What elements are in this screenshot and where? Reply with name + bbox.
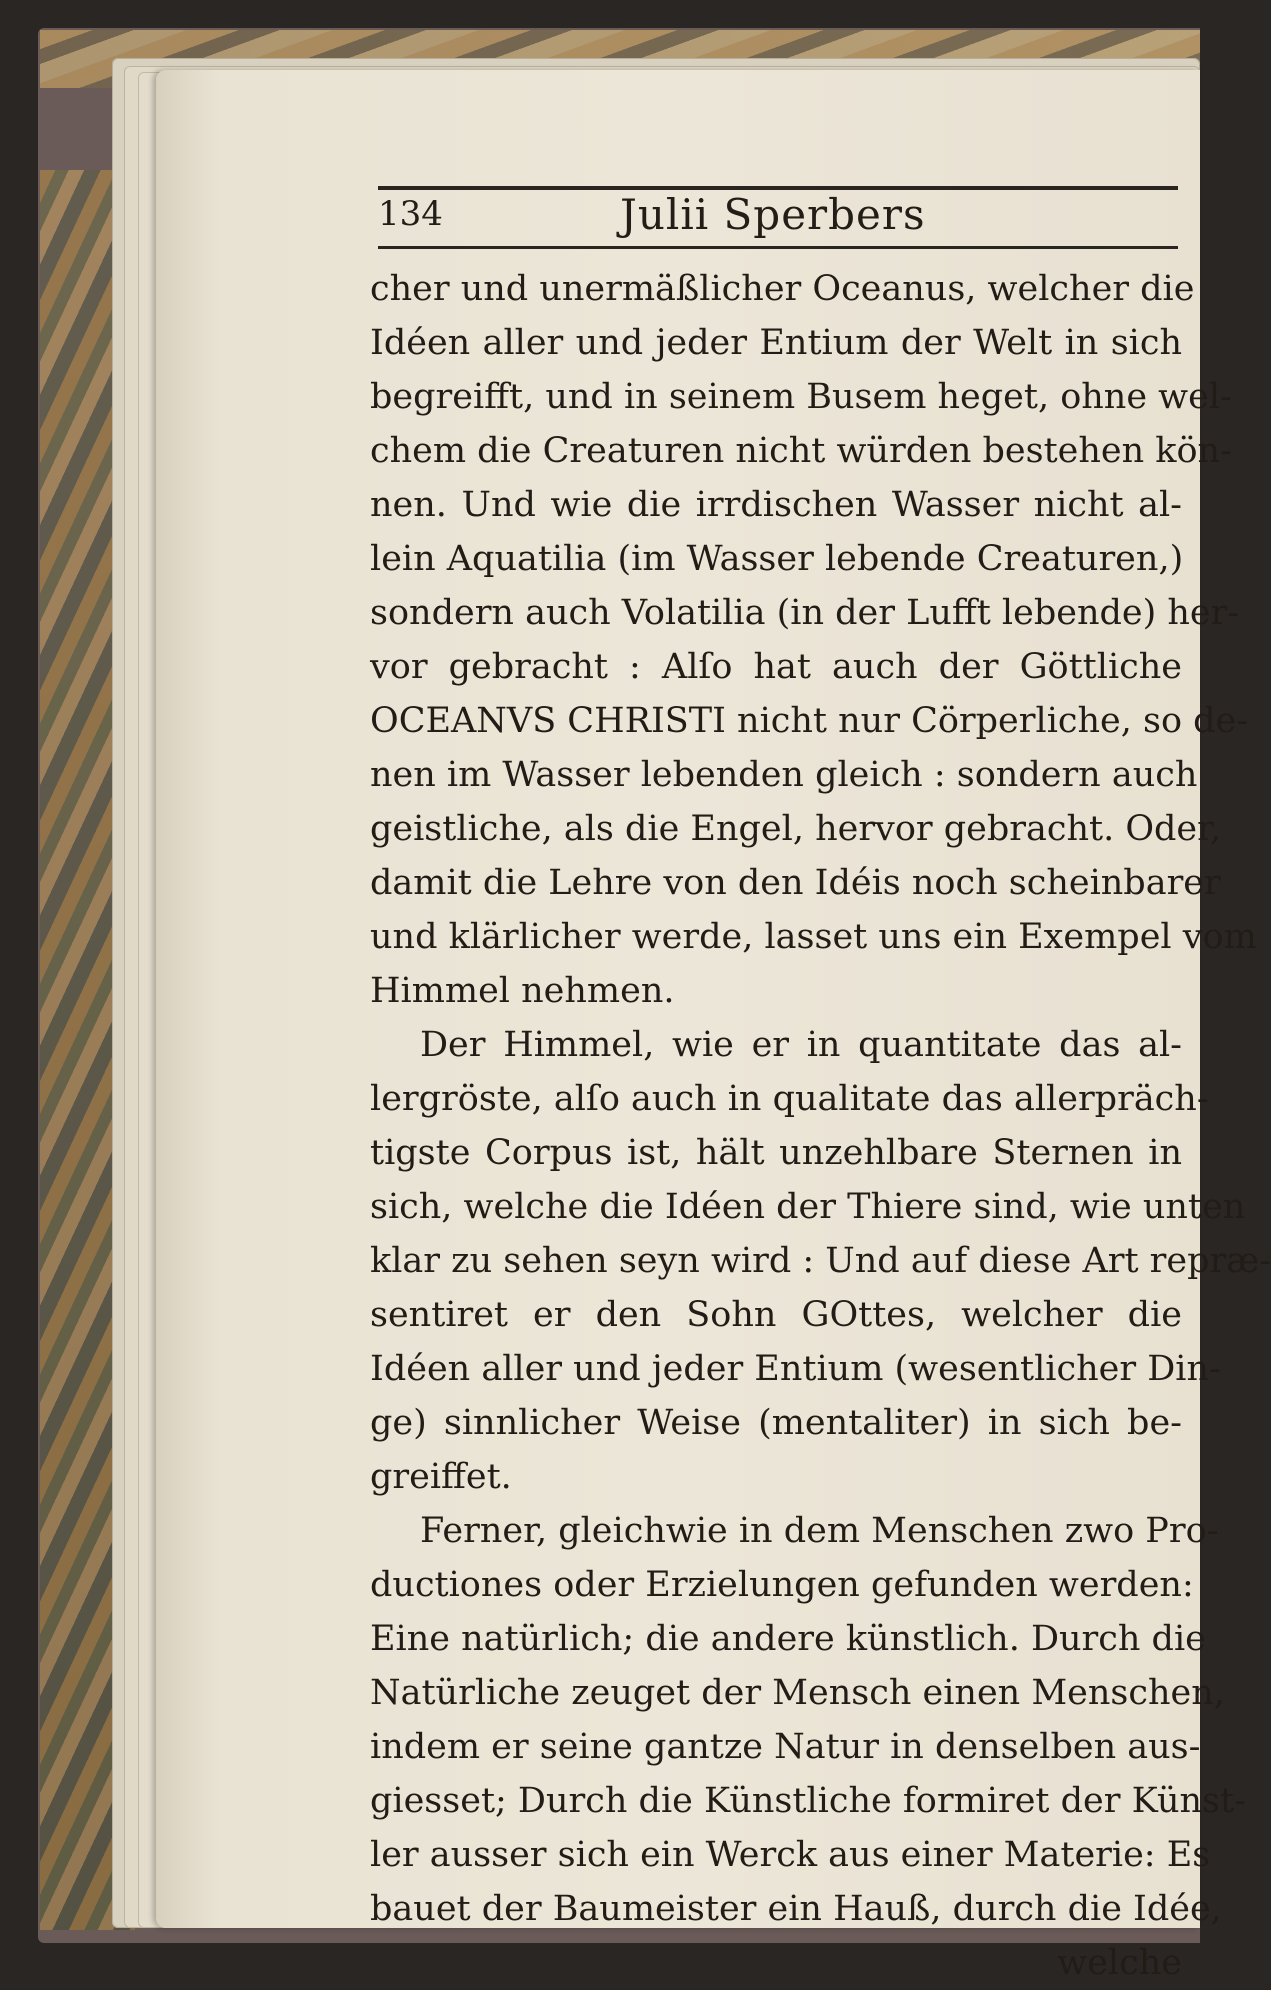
- text-line: lein Aquatilia (im Wasser lebende Creaturen,): [370, 539, 1184, 579]
- text-line: bauet der Baumeister ein Hauß, durch die Idée,: [370, 1889, 1222, 1929]
- text-line: nen. Und wie die irrdischen Wasser nicht al-: [370, 485, 1182, 525]
- text-line: OCEANVS CHRISTI nicht nur Cörperliche, so de-: [370, 701, 1249, 741]
- text-line: damit die Lehre von den Idéis noch scheinbarer: [370, 863, 1221, 903]
- text-line: geistliche, als die Engel, hervor gebracht. Oder,: [370, 809, 1222, 849]
- text-line: ge) sinnlicher Weise (mentaliter) in sich be-: [370, 1403, 1182, 1443]
- text-line: Ferner, gleichwie in dem Menschen zwo Pro-: [420, 1511, 1219, 1551]
- text-line: Eine natürlich; die andere künstlich. Durch die: [370, 1619, 1206, 1659]
- text-line: sondern auch Volatilia (in der Lufft lebende) her-: [370, 593, 1240, 633]
- catchword: welche: [1057, 1943, 1182, 1983]
- text-line: Idéen aller und jeder Entium der Welt in sich: [370, 323, 1182, 363]
- page-header: [378, 190, 1178, 246]
- text-line: lergröste, alſo auch in qualitate das allerpräch-: [370, 1079, 1209, 1119]
- text-line: klar zu sehen seyn wird : Und auf diese Art repræ-: [370, 1241, 1271, 1281]
- text-line: begreifft, und in seinem Busem heget, ohne wel-: [370, 377, 1232, 417]
- text-line: ductiones oder Erzielungen gefunden werden:: [370, 1565, 1194, 1605]
- page-number: 134: [378, 194, 443, 234]
- text-line: tigste Corpus ist, hält unzehlbare Sternen in: [370, 1133, 1182, 1173]
- text-line: ler ausser sich ein Werck aus einer Materie: Es: [370, 1835, 1211, 1875]
- text-line: cher und unermäßlicher Oceanus, welcher die: [370, 269, 1195, 309]
- text-line: vor gebracht : Alſo hat auch der Göttliche: [370, 647, 1182, 687]
- text-line: und klärlicher werde, lasset uns ein Exempel vom: [370, 917, 1257, 957]
- body-text: [370, 262, 1271, 1990]
- text-line: chem die Creaturen nicht würden bestehen kön-: [370, 431, 1232, 471]
- text-line: Natürliche zeuget der Mensch einen Menschen,: [370, 1673, 1225, 1713]
- header-rule-bottom: [378, 246, 1178, 249]
- text-line: Der Himmel, wie er in quantitate das al-: [420, 1025, 1182, 1065]
- text-line: Himmel nehmen.: [370, 971, 675, 1011]
- text-line: greiffet.: [370, 1457, 512, 1497]
- text-line: sich, welche die Idéen der Thiere sind, wie unten: [370, 1187, 1246, 1227]
- text-line: nen im Wasser lebenden gleich : sondern auch: [370, 755, 1198, 795]
- text-line: giesset; Durch die Künstliche formiret der Künst-: [370, 1781, 1246, 1821]
- text-line: indem er seine gantze Natur in denselben aus-: [370, 1727, 1201, 1767]
- running-head: Julii Sperbers: [620, 190, 926, 239]
- text-line: Idéen aller und jeder Entium (wesentlicher Din-: [370, 1349, 1221, 1389]
- text-line: sentiret er den Sohn GOttes, welcher die: [370, 1295, 1182, 1335]
